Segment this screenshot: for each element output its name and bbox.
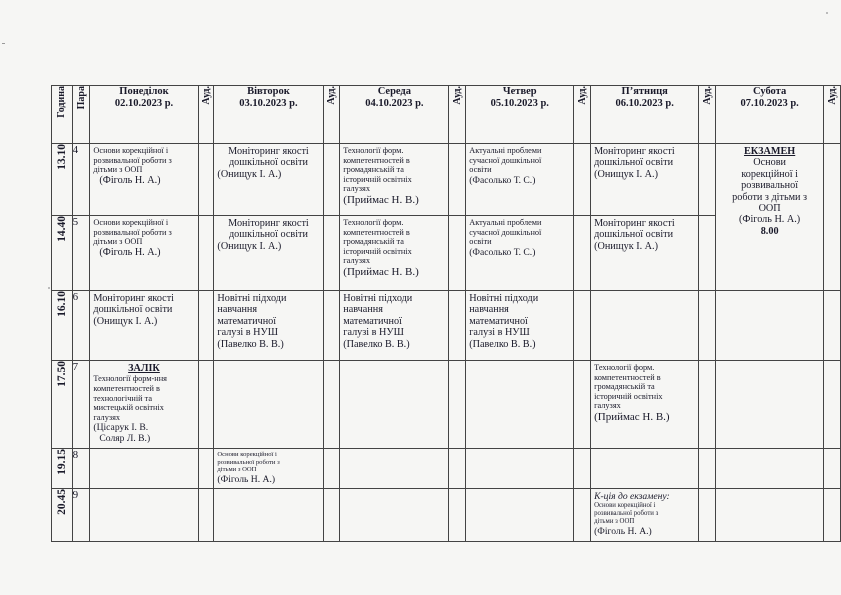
class-cell (214, 361, 323, 449)
room-cell (323, 291, 340, 361)
room-cell (323, 489, 340, 542)
pair-number: 5 (72, 216, 90, 291)
day-header-friday: П’ятниця 06.10.2023 р. (591, 86, 699, 144)
class-cell: Моніторинг якості дошкільної освіти (Онищук І. А.) (591, 216, 699, 291)
time-cell: 16.10 (52, 291, 73, 361)
room-cell (699, 449, 716, 489)
scan-mark (48, 287, 50, 289)
room-cell (699, 144, 716, 216)
room-cell (449, 489, 466, 542)
time-cell: 17.50 (52, 361, 73, 449)
time-cell: 13.10 (52, 144, 73, 216)
room-cell (699, 291, 716, 361)
room-header: Ауд. (449, 86, 466, 144)
class-cell: Моніторинг якості дошкільної освіти (Онищук І. А.) (90, 291, 198, 361)
day-header-monday: Понеділок 02.10.2023 р. (90, 86, 198, 144)
class-cell (591, 449, 699, 489)
class-cell: Моніторинг якості дошкільної освіти (Онищук І. А.) (214, 216, 323, 291)
class-cell: Технології форм. компетентностей в громадянській та історичній освітніх галузях (Приймас Н. В.) (591, 361, 699, 449)
time-cell: 14.40 (52, 216, 73, 291)
class-cell (466, 361, 574, 449)
class-cell (716, 291, 824, 361)
day-header-saturday: Субота 07.10.2023 р. (716, 86, 824, 144)
class-cell: Новітні підходи навчання математичної галузі в НУШ (Павелко В. В.) (340, 291, 449, 361)
class-cell: Основи корекційної і розвивальної роботи з дітьми з ООП (Фіголь Н. А.) (90, 216, 198, 291)
day-header-tuesday: Вівторок 03.10.2023 р. (214, 86, 323, 144)
room-cell (824, 144, 841, 291)
class-cell (340, 449, 449, 489)
header-row (52, 86, 841, 144)
class-cell (340, 489, 449, 542)
class-cell: Технології форм. компетентностей в громадянській та історичній освітніх галузях (Приймас Н. В.) (340, 144, 449, 216)
class-cell (90, 489, 198, 542)
room-cell (699, 489, 716, 542)
room-cell (824, 361, 841, 449)
class-cell: Моніторинг якості дошкільної освіти (Онищук І. А.) (591, 144, 699, 216)
day-header-wednesday: Середа 04.10.2023 р. (340, 86, 449, 144)
room-header: Ауд. (699, 86, 716, 144)
room-cell (449, 144, 466, 216)
room-cell (699, 361, 716, 449)
class-cell (466, 449, 574, 489)
room-cell (198, 449, 214, 489)
pair-number: 7 (72, 361, 90, 449)
room-cell (574, 216, 591, 291)
room-cell (574, 489, 591, 542)
room-header: Ауд. (198, 86, 214, 144)
class-cell: Новітні підходи навчання математичної галузі в НУШ (Павелко В. В.) (466, 291, 574, 361)
class-cell: Технології форм. компетентностей в громадянській та історичній освітніх галузях (Приймас Н. В.) (340, 216, 449, 291)
class-cell (214, 489, 323, 542)
room-cell (198, 361, 214, 449)
class-cell (591, 291, 699, 361)
schedule-row (52, 449, 841, 489)
class-cell: Основи корекційної і розвивальної роботи з дітьми з ООП (Фіголь Н. А.) (214, 449, 323, 489)
room-cell (574, 449, 591, 489)
room-cell (198, 216, 214, 291)
room-cell (824, 291, 841, 361)
room-cell (574, 291, 591, 361)
pair-number: 4 (72, 144, 90, 216)
room-cell (449, 216, 466, 291)
room-cell (824, 449, 841, 489)
class-cell: ЗАЛІК Технології форм-ння компетентностей в технологічній та мистецькій освітніх галузях (Цісарук І. В. Соляр Л. В.) (90, 361, 198, 449)
room-cell (323, 144, 340, 216)
time-cell: 20.45 (52, 489, 73, 542)
class-cell (90, 449, 198, 489)
pair-header: Пара (72, 86, 90, 144)
class-cell: К-ція до екзамену: Основи корекційної і розвивальної роботи з дітьми з ООП (Фіголь Н. А.) (591, 489, 699, 542)
schedule-table (51, 85, 841, 542)
pair-number: 6 (72, 291, 90, 361)
room-cell (574, 361, 591, 449)
class-cell: Актуальні проблеми сучасної дошкільної освіти (Фасолько Т. С.) (466, 144, 574, 216)
schedule-row (52, 361, 841, 449)
room-cell (198, 144, 214, 216)
class-cell: Новітні підходи навчання математичної галузі в НУШ (Павелко В. В.) (214, 291, 323, 361)
room-cell (574, 144, 591, 216)
room-header: Ауд. (323, 86, 340, 144)
class-cell (340, 361, 449, 449)
exam-cell: ЕКЗАМЕН Основи корекційної і розвивальної роботи з дітьми з ООП (Фіголь Н. А.) 8.00 (716, 144, 824, 291)
room-cell (449, 361, 466, 449)
room-cell (323, 361, 340, 449)
room-cell (198, 291, 214, 361)
room-cell (699, 216, 716, 291)
hour-header: Година (52, 86, 73, 144)
room-cell (323, 216, 340, 291)
scan-mark (826, 12, 828, 14)
class-cell (716, 489, 824, 542)
room-cell (323, 449, 340, 489)
pair-number: 8 (72, 449, 90, 489)
class-cell: Моніторинг якості дошкільної освіти (Онищук І. А.) (214, 144, 323, 216)
class-cell (716, 361, 824, 449)
room-cell (824, 489, 841, 542)
schedule-row (52, 291, 841, 361)
day-header-thursday: Четвер 05.10.2023 р. (466, 86, 574, 144)
room-header: Ауд. (574, 86, 591, 144)
scan-mark (2, 43, 5, 44)
time-cell: 19.15 (52, 449, 73, 489)
class-cell (466, 489, 574, 542)
room-cell (449, 291, 466, 361)
schedule-row (52, 144, 841, 216)
pair-number: 9 (72, 489, 90, 542)
schedule-row (52, 489, 841, 542)
room-cell (198, 489, 214, 542)
room-cell (449, 449, 466, 489)
class-cell: Актуальні проблеми сучасної дошкільної освіти (Фасолько Т. С.) (466, 216, 574, 291)
class-cell: Основи корекційної і розвивальної роботи з дітьми з ООП (Фіголь Н. А.) (90, 144, 198, 216)
room-header: Ауд. (824, 86, 841, 144)
class-cell (716, 449, 824, 489)
